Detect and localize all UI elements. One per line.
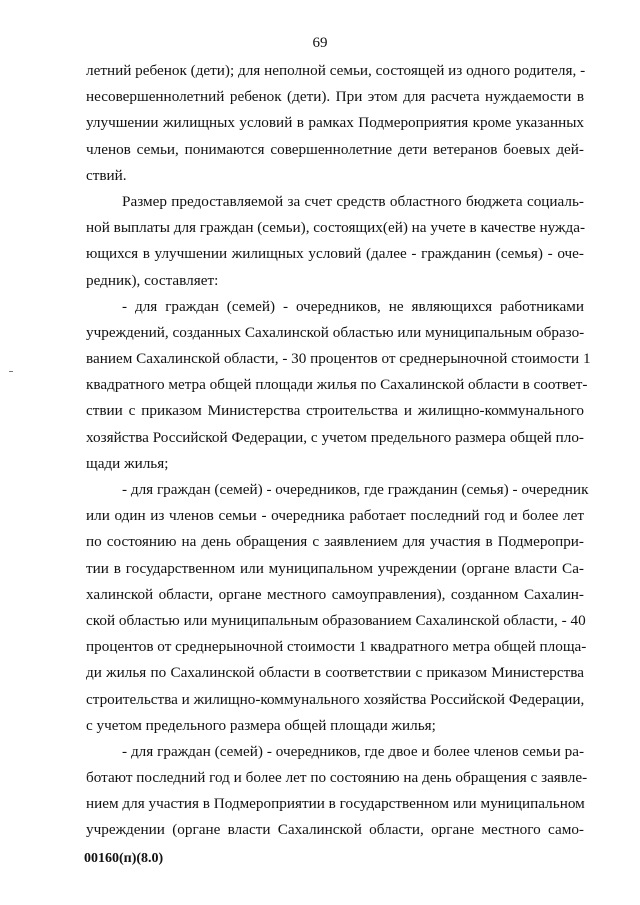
text-line: учреждении (органе власти Сахалинской области, органе местного само- xyxy=(86,821,584,839)
text-line: учреждений, созданных Сахалинской областью или муниципальным образо- xyxy=(86,323,585,341)
text-line: строительства и жилищно-коммунального хозяйства Российской Федерации, xyxy=(86,690,585,708)
text-line: хозяйства Российской Федерации, с учетом предельного размера общей пло- xyxy=(86,428,584,446)
text-line: ботают последний год и более лет по состоянию на день обращения с заявле- xyxy=(86,769,588,787)
text-line: ской областью или муниципальным образованием Сахалинской области, - 40 xyxy=(86,611,586,629)
text-line: нием для участия в Подмероприятии в государственном или муниципальном xyxy=(86,795,585,813)
text-line: летний ребенок (дети); для неполной семьи, состоящей из одного родителя, - xyxy=(86,62,586,79)
text-line: по состоянию на день обращения с заявлением для участия в Подмеропри- xyxy=(86,533,584,551)
text-line: членов семьи, понимаются совершеннолетние дети ветеранов боевых дей- xyxy=(86,140,584,158)
text-line: ной выплаты для граждан (семьи), состоящих(ей) на учете в качестве нужда- xyxy=(86,219,586,237)
text-line: халинской области, органе местного самоуправления), созданном Сахалин- xyxy=(86,585,584,603)
text-line: - для граждан (семей) - очередников, не являющихся работниками xyxy=(122,297,584,315)
text-line: улучшении жилищных условий в рамках Подмероприятия кроме указанных xyxy=(86,114,584,132)
text-line: ствии с приказом Министерства строительства и жилищно-коммунального xyxy=(86,402,584,420)
text-line: с учетом предельного размера общей площади жилья; xyxy=(86,716,436,734)
scan-artifact xyxy=(9,371,13,372)
text-line: ванием Сахалинской области, - 30 процентов от среднерыночной стоимости 1 xyxy=(86,350,591,368)
page-number: 69 xyxy=(312,35,328,51)
text-line: щади жилья; xyxy=(86,454,169,472)
text-line: тии в государственном или муниципальном учреждении (органе власти Са- xyxy=(86,559,584,577)
document-code: 00160(п)(8.0) xyxy=(84,851,164,866)
text-line: - для граждан (семей) - очередников, где двое и более членов семьи ра- xyxy=(122,742,584,760)
document-body xyxy=(86,58,591,844)
text-line: квадратного метра общей площади жилья по Сахалинской области в соответ- xyxy=(86,376,588,394)
text-line: - для граждан (семей) - очередников, где гражданин (семья) - очередник xyxy=(122,481,589,498)
text-line: Размер предоставляемой за счет средств областного бюджета социаль- xyxy=(122,192,584,210)
text-line: или один из членов семьи - очередника работает последний год и более лет xyxy=(86,507,584,525)
text-line: процентов от среднерыночной стоимости 1 квадратного метра общей площа- xyxy=(86,638,587,656)
text-line: несовершеннолетний ребенок (дети). При этом для расчета нуждаемости в xyxy=(86,88,584,106)
text-line: редник), составляет: xyxy=(86,271,219,289)
text-line: ющихся в улучшении жилищных условий (далее - гражданин (семья) - оче- xyxy=(86,245,584,263)
text-line: ствий. xyxy=(86,166,127,184)
text-line: ди жилья по Сахалинской области в соответствии с приказом Министерства xyxy=(86,664,584,682)
